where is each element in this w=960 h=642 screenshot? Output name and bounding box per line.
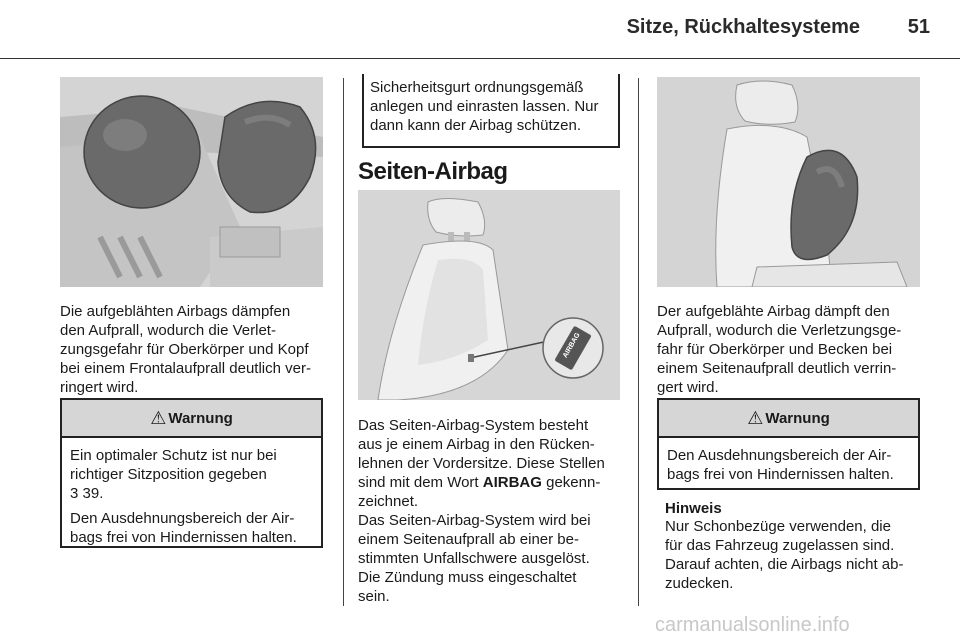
warning-title: Warnung — [168, 409, 233, 427]
warning-triangle-icon: ⚠ — [150, 408, 167, 428]
para1-text-a: Das Seiten-Airbag-System besteht aus je einem Airbag in den Rücken- lehnen der Vordersitze. Diese Stellen sind mit dem Wort — [358, 417, 605, 491]
column-divider-2 — [638, 78, 639, 606]
page-ref[interactable]: 39. — [82, 485, 104, 502]
section-heading: Seiten-Airbag — [358, 158, 508, 185]
front-airbags-illustration — [60, 77, 323, 287]
column-divider-1 — [343, 78, 344, 606]
warning-text-3: Den Ausdehnungsbereich der Air- bags frei von Hindernissen halten. — [667, 447, 894, 483]
col2-paragraph-2: Das Seiten-Airbag-System wird bei einem Seitenaufprall ab einer be- stimmten Unfallschwere ausgelöst. Die Zündung muss eingeschaltet sein. — [358, 512, 591, 605]
col1-paragraph: Die aufgeblähten Airbags dämpfen den Aufprall, wodurch die Verlet- zungsgefahr für Oberkörper und Kopf bei einem Frontalaufprall deutlich ver- ringert wird. — [60, 303, 311, 396]
airbag-seat-label: AIRBAG — [561, 331, 582, 360]
page-header-title: Sitze, Rückhaltesysteme — [626, 16, 860, 38]
page-ref-arrow-icon: 3 — [70, 485, 83, 502]
page-number: 51 — [907, 16, 930, 38]
warning-body — [62, 438, 321, 559]
warning-box-2 — [657, 398, 920, 490]
warning-text-1 — [70, 446, 313, 503]
col2-paragraph-1 — [358, 416, 628, 511]
col3-paragraph: Der aufgeblähte Airbag dämpft den Aufprall, wodurch die Verletzungsge- fahr für Oberkörper und Becken bei einem Seitenaufprall deutlich verrin- gert wird. — [657, 303, 902, 396]
inflated-side-airbag-illustration — [657, 77, 920, 287]
watermark: carmanualsonline.info — [655, 614, 850, 636]
warning-line-1: Ein optimaler Schutz ist nur bei richtiger Sitzposition gegeben — [70, 447, 277, 483]
hint-text: Nur Schonbezüge verwenden, die für das Fahrzeug zugelassen sind. Darauf achten, die Airbags nicht ab- zudecken. — [665, 518, 904, 592]
warning-body-2 — [659, 438, 918, 496]
side-airbag-seat-illustration — [358, 190, 620, 400]
airbag-keyword: AIRBAG — [482, 474, 542, 491]
warning-text-2: Den Ausdehnungsbereich der Air- bags frei von Hindernissen halten. — [70, 510, 297, 546]
warning-header-2 — [659, 398, 918, 438]
warning-title-2: Warnung — [765, 409, 830, 427]
warning-header — [62, 398, 321, 438]
para1-text-b: gekenn- zeichnet. — [358, 474, 601, 510]
hint-title: Hinweis — [665, 500, 722, 517]
warning-box-1 — [60, 398, 323, 548]
warning-triangle-icon: ⚠ — [747, 408, 764, 428]
header-rule — [0, 58, 960, 59]
seatbelt-note-box: Sicherheitsgurt ordnungsgemäß anlegen und einrasten lassen. Nur dann kann der Airbag schützen. — [362, 74, 620, 148]
